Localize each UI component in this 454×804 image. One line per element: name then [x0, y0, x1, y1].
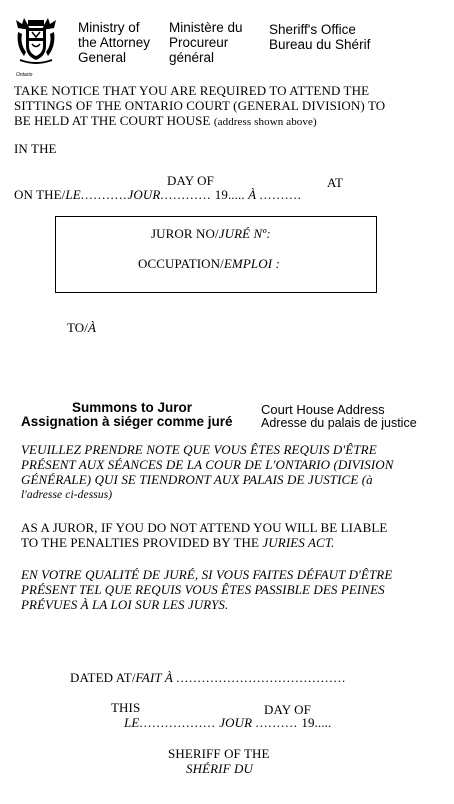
notice-line-3: BE HELD AT THE COURT HOUSE (address shown above): [14, 113, 317, 128]
logo-caption: Ontario: [16, 72, 33, 78]
court-house-address-french: Adresse du palais de justice: [261, 416, 417, 430]
to-label: TO/À: [67, 320, 97, 335]
day-of-label-2: DAY OF: [264, 702, 311, 717]
summons-title-english: Summons to Juror: [72, 400, 193, 415]
french-warning-line-2: PRÉSENT TEL QUE REQUIS VOUS ÊTES PASSIBLE DES PEINES: [21, 582, 385, 597]
french-notice-line-1: VEUILLEZ PRENDRE NOTE QUE VOUS ÊTES REQUIS D'ÊTRE: [21, 442, 377, 457]
ministry-french-line-3: général: [169, 50, 215, 65]
day-of-label: DAY OF: [167, 173, 214, 188]
ministry-french-line-1: Ministère du: [169, 20, 243, 35]
at-label: AT: [327, 175, 344, 190]
notice-line-1: TAKE NOTICE THAT YOU ARE REQUIRED TO ATTEND THE: [14, 83, 370, 98]
notice-address-note: (address shown above): [213, 116, 317, 128]
french-notice-line-4: l'adresse ci-dessus): [21, 489, 113, 501]
ministry-french-line-2: Procureur: [169, 35, 229, 50]
ministry-english-line-2: the Attorney: [78, 35, 151, 50]
juror-warning-line-1: AS A JUROR, IF YOU DO NOT ATTEND YOU WILL BE LIABLE: [21, 520, 388, 535]
french-notice-line-2: PRÉSENT AUX SÉANCES DE LA COUR DE L'ONTARIO (DIVISION: [21, 457, 394, 472]
notice-line-2: SITTINGS OF THE ONTARIO COURT (GENERAL DIVISION) TO: [14, 98, 386, 113]
court-house-address-english: Court House Address: [261, 402, 385, 417]
summons-title-french: Assignation à siéger comme juré: [21, 414, 233, 429]
sheriffs-office-english: Sheriff's Office: [269, 22, 356, 37]
in-the-label: IN THE: [14, 141, 57, 156]
occupation-field: OCCUPATION/EMPLOI :: [138, 256, 280, 271]
this-label: THIS: [111, 700, 141, 715]
ministry-english-line-3: General: [78, 50, 127, 65]
juror-number-field: JUROR NO/JURÉ Nº:: [151, 226, 271, 241]
le-jour-line: LE.................. JOUR .......... 19.....: [124, 715, 332, 730]
sheriff-of-the-label: SHERIFF OF THE: [168, 746, 270, 761]
sherif-du-label: SHÉRIF DU: [186, 761, 253, 776]
dated-at-line: DATED AT/FAIT À ........................................: [70, 670, 347, 685]
on-the-date-line: ON THE/LE...........JOUR............ 19..... À ..........: [14, 187, 302, 202]
ministry-english-line-1: Ministry of: [78, 20, 140, 35]
ontario-coat-of-arms-logo: [14, 16, 58, 70]
sheriffs-office-french: Bureau du Shérif: [269, 37, 371, 52]
french-warning-line-3: PRÉVUES À LA LOI SUR LES JURYS.: [21, 597, 229, 612]
juror-warning-line-2: TO THE PENALTIES PROVIDED BY THE JURIES ACT.: [21, 535, 335, 550]
french-notice-line-3: GÉNÉRALE) QUI SE TIENDRONT AUX PALAIS DE JUSTICE (à: [21, 472, 373, 487]
french-warning-line-1: EN VOTRE QUALITÉ DE JURÉ, SI VOUS FAITES DÉFAUT D'ÊTRE: [21, 567, 393, 582]
